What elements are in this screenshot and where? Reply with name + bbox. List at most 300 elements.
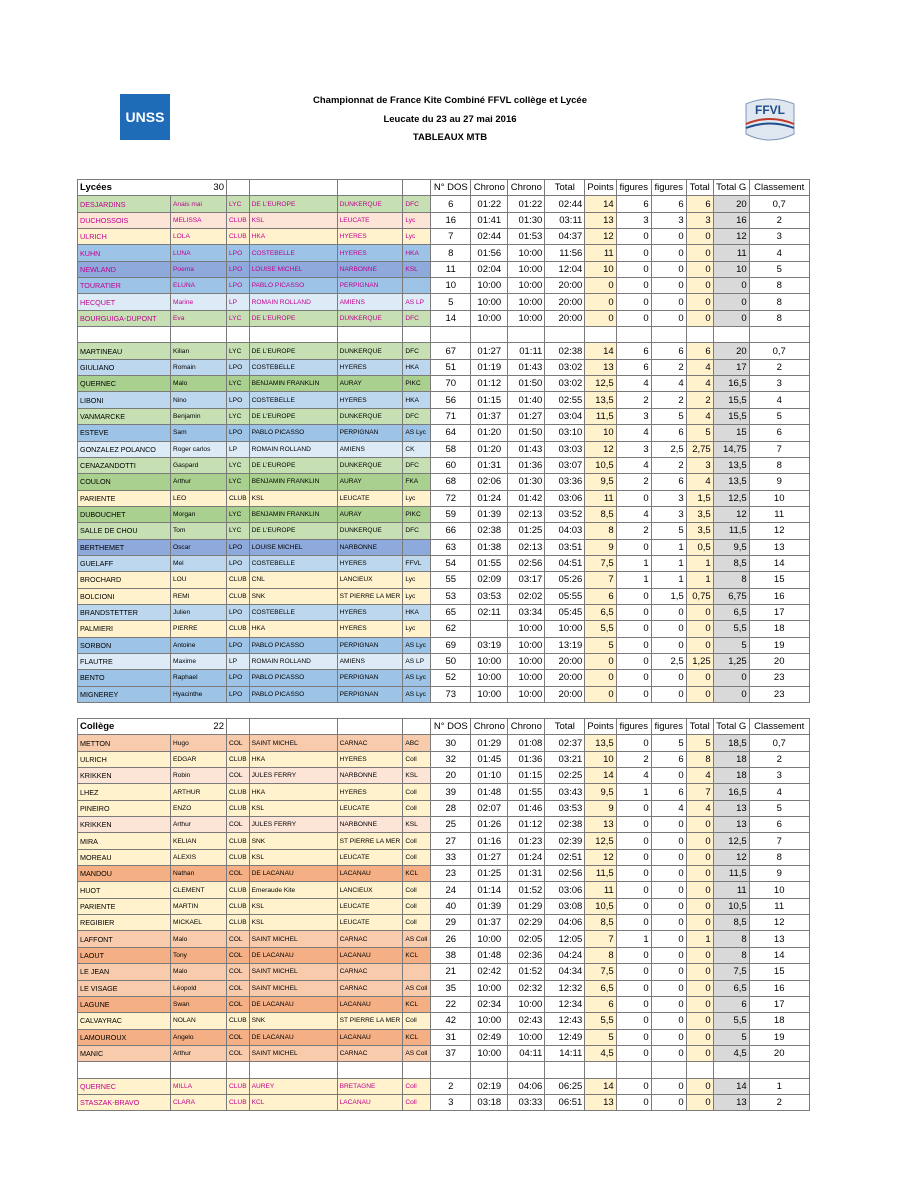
cell-total-time: 12:32 xyxy=(545,980,585,996)
cell-figures-total: 3,5 xyxy=(686,506,713,522)
cell-total-time: 14:11 xyxy=(545,1045,585,1061)
cell-figures-2: 0 xyxy=(651,294,686,310)
cell-total-time: 12:05 xyxy=(545,931,585,947)
cell-points: 6,5 xyxy=(585,980,616,996)
cell-points: 5 xyxy=(585,637,616,653)
cell-city: LEUCATE xyxy=(337,898,403,914)
cell-bib: 28 xyxy=(431,800,471,816)
cell-chrono-2: 01:30 xyxy=(508,212,545,228)
cell-total-g: 15,5 xyxy=(713,408,749,424)
cell-figures-2: 5 xyxy=(651,735,686,751)
cell-type: LPO xyxy=(227,604,250,620)
cell-chrono-2: 03:33 xyxy=(508,1094,545,1110)
cell-bib: 10 xyxy=(431,278,471,294)
lycees-section-label xyxy=(78,180,227,196)
cell-establishment: SAINT MICHEL xyxy=(249,931,337,947)
cell-type: LPO xyxy=(227,670,250,686)
cell-bib: 35 xyxy=(431,980,471,996)
table-row xyxy=(78,196,810,212)
cell-chrono-2 xyxy=(508,1062,545,1078)
cell-ranking: 19 xyxy=(749,1029,809,1045)
cell-figures-2: 0 xyxy=(651,1013,686,1029)
cell-city: DUNKERQUE xyxy=(337,196,403,212)
cell-city: CARNAC xyxy=(337,964,403,980)
cell-first-name xyxy=(171,1062,227,1078)
cell-total-g: 6 xyxy=(713,996,749,1012)
cell-figures-2: 0 xyxy=(651,1078,686,1094)
cell-first-name: Malo xyxy=(171,931,227,947)
cell-figures-2: 0 xyxy=(651,833,686,849)
cell-ranking: 5 xyxy=(749,261,809,277)
cell-ranking: 20 xyxy=(749,653,809,669)
cell-type: CLUB xyxy=(227,882,250,898)
cell-city: LACANAU xyxy=(337,996,403,1012)
cell-type: LYC xyxy=(227,474,250,490)
cell-type: CLUB xyxy=(227,751,250,767)
cell-total-time: 04:06 xyxy=(545,915,585,931)
cell-figures-1: 0 xyxy=(616,915,651,931)
cell-establishment: HKA xyxy=(249,621,337,637)
cell-figures-2: 0 xyxy=(651,996,686,1012)
cell-total-time: 12:34 xyxy=(545,996,585,1012)
cell-points: 13,5 xyxy=(585,735,616,751)
cell-first-name: Eva xyxy=(171,310,227,326)
cell-city: HYERES xyxy=(337,555,403,571)
cell-ranking: 11 xyxy=(749,506,809,522)
cell-first-name: Gaspard xyxy=(171,457,227,473)
cell-ranking: 19 xyxy=(749,637,809,653)
cell-total-g: 10,5 xyxy=(713,898,749,914)
cell-total-g: 15,5 xyxy=(713,392,749,408)
cell-bib: 37 xyxy=(431,1045,471,1061)
cell-last-name: KRIKKEN xyxy=(78,768,171,784)
cell-figures-2 xyxy=(651,327,686,343)
cell-last-name: LAGUNE xyxy=(78,996,171,1012)
cell-city: CARNAC xyxy=(337,980,403,996)
column-header: Total G xyxy=(713,719,749,735)
cell-total-time: 06:51 xyxy=(545,1094,585,1110)
cell-bib: 39 xyxy=(431,784,471,800)
cell-chrono-1: 01:20 xyxy=(471,441,508,457)
cell-chrono-2: 01:08 xyxy=(508,735,545,751)
cell-city: LANCIEUX xyxy=(337,572,403,588)
cell-total-time: 20:00 xyxy=(545,278,585,294)
cell-last-name: PARIENTE xyxy=(78,898,171,914)
cell-figures-1: 2 xyxy=(616,751,651,767)
cell-figures-1: 1 xyxy=(616,572,651,588)
cell-total-g: 8 xyxy=(713,572,749,588)
cell-type: LP xyxy=(227,441,250,457)
cell-chrono-2: 01:46 xyxy=(508,800,545,816)
cell-chrono-1 xyxy=(471,621,508,637)
header-empty-cell xyxy=(403,180,431,196)
cell-establishment: BENJAMIN FRANKLIN xyxy=(249,474,337,490)
cell-club: Coll xyxy=(403,915,431,931)
cell-total-g: 12 xyxy=(713,849,749,865)
cell-figures-total: 0 xyxy=(686,1078,713,1094)
cell-establishment: COSTEBELLE xyxy=(249,245,337,261)
cell-points: 9,5 xyxy=(585,784,616,800)
cell-total-g: 16,5 xyxy=(713,784,749,800)
column-header: Total xyxy=(545,719,585,735)
cell-city: DUNKERQUE xyxy=(337,310,403,326)
cell-type: CLUB xyxy=(227,784,250,800)
cell-city: HYERES xyxy=(337,751,403,767)
cell-chrono-2: 02:32 xyxy=(508,980,545,996)
cell-total-g: 1,25 xyxy=(713,653,749,669)
cell-last-name: QUERNEC xyxy=(78,376,171,392)
cell-chrono-2: 01:11 xyxy=(508,343,545,359)
cell-ranking: 13 xyxy=(749,539,809,555)
cell-figures-1: 4 xyxy=(616,376,651,392)
cell-ranking: 2 xyxy=(749,1094,809,1110)
cell-figures-total: 4 xyxy=(686,408,713,424)
cell-city: ST PIERRE LA MER xyxy=(337,833,403,849)
cell-club xyxy=(403,1062,431,1078)
cell-chrono-1: 02:19 xyxy=(471,1078,508,1094)
cell-last-name: LAOUT xyxy=(78,947,171,963)
cell-bib: 6 xyxy=(431,196,471,212)
cell-city xyxy=(337,1062,403,1078)
cell-chrono-1: 10:00 xyxy=(471,686,508,702)
cell-total-g: 8 xyxy=(713,947,749,963)
cell-city: CARNAC xyxy=(337,1045,403,1061)
column-header: Classement xyxy=(749,180,809,196)
cell-total-time: 20:00 xyxy=(545,670,585,686)
cell-points: 11 xyxy=(585,882,616,898)
cell-city: NARBONNE xyxy=(337,768,403,784)
cell-type: LPO xyxy=(227,425,250,441)
cell-bib: 67 xyxy=(431,343,471,359)
cell-establishment: DE L'EUROPE xyxy=(249,196,337,212)
cell-club: AS LP xyxy=(403,653,431,669)
cell-first-name: EDGAR xyxy=(171,751,227,767)
cell-club: Coll xyxy=(403,882,431,898)
cell-chrono-2: 02:36 xyxy=(508,947,545,963)
cell-last-name: LAFFONT xyxy=(78,931,171,947)
cell-figures-2: 0 xyxy=(651,637,686,653)
cell-points: 8 xyxy=(585,523,616,539)
cell-type: LPO xyxy=(227,637,250,653)
cell-first-name: ARTHUR xyxy=(171,784,227,800)
cell-figures-total: 2,75 xyxy=(686,441,713,457)
cell-total-time: 10:00 xyxy=(545,621,585,637)
cell-total-g: 12,5 xyxy=(713,833,749,849)
cell-type: LYC xyxy=(227,196,250,212)
cell-club: FKA xyxy=(403,474,431,490)
cell-figures-1: 0 xyxy=(616,621,651,637)
cell-last-name: LHEZ xyxy=(78,784,171,800)
cell-figures-total: 0 xyxy=(686,1013,713,1029)
cell-chrono-1: 02:04 xyxy=(471,261,508,277)
cell-figures-total: 0 xyxy=(686,670,713,686)
cell-establishment: SAINT MICHEL xyxy=(249,735,337,751)
cell-total-time: 03:43 xyxy=(545,784,585,800)
cell-city: HYERES xyxy=(337,245,403,261)
column-header: figures xyxy=(651,180,686,196)
cell-total-g: 7,5 xyxy=(713,964,749,980)
cell-last-name: LE VISAGE xyxy=(78,980,171,996)
cell-figures-1: 0 xyxy=(616,686,651,702)
lycees-table xyxy=(77,179,810,703)
cell-chrono-1: 01:29 xyxy=(471,735,508,751)
cell-last-name: CENAZANDOTTI xyxy=(78,457,171,473)
cell-club: KSL xyxy=(403,768,431,784)
cell-chrono-2: 10:00 xyxy=(508,637,545,653)
cell-figures-2: 6 xyxy=(651,343,686,359)
cell-chrono-1: 03:18 xyxy=(471,1094,508,1110)
cell-chrono-1: 10:00 xyxy=(471,980,508,996)
cell-total-time: 02:51 xyxy=(545,849,585,865)
cell-total-time: 03:08 xyxy=(545,898,585,914)
cell-ranking: 10 xyxy=(749,490,809,506)
cell-establishment: SNK xyxy=(249,833,337,849)
cell-figures-1: 0 xyxy=(616,1045,651,1061)
college-section-label xyxy=(78,719,227,735)
cell-figures-2: 3 xyxy=(651,212,686,228)
cell-ranking: 14 xyxy=(749,555,809,571)
cell-city: AMIENS xyxy=(337,294,403,310)
cell-points: 13 xyxy=(585,212,616,228)
cell-club: Lyc xyxy=(403,572,431,588)
cell-club: ABC xyxy=(403,735,431,751)
cell-type: LPO xyxy=(227,278,250,294)
cell-chrono-2: 01:55 xyxy=(508,784,545,800)
cell-ranking: 16 xyxy=(749,980,809,996)
cell-figures-total: 0 xyxy=(686,621,713,637)
cell-ranking: 2 xyxy=(749,212,809,228)
cell-figures-1: 4 xyxy=(616,506,651,522)
cell-chrono-2: 04:11 xyxy=(508,1045,545,1061)
cell-last-name: COULON xyxy=(78,474,171,490)
cell-points: 12,5 xyxy=(585,833,616,849)
cell-establishment: BENJAMIN FRANKLIN xyxy=(249,376,337,392)
cell-figures-2: 6 xyxy=(651,751,686,767)
cell-chrono-1: 02:06 xyxy=(471,474,508,490)
cell-first-name: Benjamin xyxy=(171,408,227,424)
cell-figures-1: 0 xyxy=(616,310,651,326)
cell-first-name: LOU xyxy=(171,572,227,588)
cell-establishment: KCL xyxy=(249,1094,337,1110)
cell-figures-1: 2 xyxy=(616,392,651,408)
cell-ranking: 9 xyxy=(749,866,809,882)
cell-total-g xyxy=(713,327,749,343)
cell-type: COL xyxy=(227,817,250,833)
cell-total-g: 14 xyxy=(713,1078,749,1094)
cell-total-time: 12:49 xyxy=(545,1029,585,1045)
cell-club: Lyc xyxy=(403,621,431,637)
cell-establishment: SAINT MICHEL xyxy=(249,964,337,980)
cell-ranking: 10 xyxy=(749,882,809,898)
table-row xyxy=(78,1045,810,1061)
cell-first-name: Oscar xyxy=(171,539,227,555)
cell-type: CLUB xyxy=(227,1013,250,1029)
cell-figures-1 xyxy=(616,1062,651,1078)
ffvl-logo-text: FFVL xyxy=(755,103,785,117)
cell-club: KSL xyxy=(403,261,431,277)
table-row xyxy=(78,294,810,310)
cell-chrono-1: 01:27 xyxy=(471,343,508,359)
cell-points: 12 xyxy=(585,229,616,245)
cell-bib: 16 xyxy=(431,212,471,228)
cell-bib: 63 xyxy=(431,539,471,555)
cell-bib: 27 xyxy=(431,833,471,849)
cell-last-name: METTON xyxy=(78,735,171,751)
table-row xyxy=(78,278,810,294)
cell-type: LPO xyxy=(227,392,250,408)
cell-last-name: DUCHOSSOIS xyxy=(78,212,171,228)
cell-total-time: 20:00 xyxy=(545,310,585,326)
cell-points: 10 xyxy=(585,751,616,767)
table-row xyxy=(78,784,810,800)
cell-bib: 14 xyxy=(431,310,471,326)
cell-chrono-1: 02:38 xyxy=(471,523,508,539)
cell-figures-total: 4 xyxy=(686,376,713,392)
cell-figures-1: 0 xyxy=(616,229,651,245)
cell-ranking: 2 xyxy=(749,751,809,767)
cell-last-name: BRANDSTETTER xyxy=(78,604,171,620)
cell-establishment: LOUISE MICHEL xyxy=(249,261,337,277)
column-header: figures xyxy=(616,180,651,196)
cell-figures-1: 4 xyxy=(616,457,651,473)
cell-points: 9 xyxy=(585,800,616,816)
cell-bib: 29 xyxy=(431,915,471,931)
cell-total-g: 20 xyxy=(713,196,749,212)
column-header: figures xyxy=(616,719,651,735)
cell-city: PERPIGNAN xyxy=(337,278,403,294)
cell-last-name: DESJARDINS xyxy=(78,196,171,212)
section-count: 30 xyxy=(213,182,224,194)
cell-figures-2: 2 xyxy=(651,392,686,408)
cell-points: 6 xyxy=(585,588,616,604)
cell-total-g: 12,5 xyxy=(713,490,749,506)
cell-points: 10 xyxy=(585,425,616,441)
table-row xyxy=(78,1013,810,1029)
cell-bib: 60 xyxy=(431,457,471,473)
cell-bib: 40 xyxy=(431,898,471,914)
cell-chrono-1: 01:26 xyxy=(471,817,508,833)
cell-club: Coll xyxy=(403,751,431,767)
cell-bib: 56 xyxy=(431,392,471,408)
cell-club: Coll xyxy=(403,833,431,849)
table-row xyxy=(78,539,810,555)
cell-total-time: 13:19 xyxy=(545,637,585,653)
cell-points: 7,5 xyxy=(585,555,616,571)
cell-first-name: Marine xyxy=(171,294,227,310)
cell-figures-total: 0 xyxy=(686,1045,713,1061)
cell-points: 14 xyxy=(585,343,616,359)
cell-club xyxy=(403,539,431,555)
cell-total-time: 20:00 xyxy=(545,653,585,669)
cell-establishment: DE L'EUROPE xyxy=(249,343,337,359)
cell-bib: 71 xyxy=(431,408,471,424)
cell-establishment: DE L'EUROPE xyxy=(249,310,337,326)
cell-bib: 7 xyxy=(431,229,471,245)
cell-figures-1: 0 xyxy=(616,882,651,898)
cell-chrono-1: 01:19 xyxy=(471,359,508,375)
cell-chrono-1: 10:00 xyxy=(471,278,508,294)
cell-type: COL xyxy=(227,964,250,980)
cell-total-g: 13 xyxy=(713,817,749,833)
cell-total-time: 02:44 xyxy=(545,196,585,212)
cell-points: 13,5 xyxy=(585,392,616,408)
cell-points: 0 xyxy=(585,653,616,669)
cell-total-g: 11 xyxy=(713,882,749,898)
cell-total-g: 13 xyxy=(713,1094,749,1110)
cell-total-g: 4,5 xyxy=(713,1045,749,1061)
cell-first-name: Robin xyxy=(171,768,227,784)
table-row xyxy=(78,229,810,245)
table-row xyxy=(78,866,810,882)
cell-total-time: 20:00 xyxy=(545,294,585,310)
cell-figures-total: 5 xyxy=(686,425,713,441)
cell-figures-1: 0 xyxy=(616,849,651,865)
cell-chrono-2 xyxy=(508,327,545,343)
cell-first-name: Romain xyxy=(171,359,227,375)
cell-figures-total: 3,5 xyxy=(686,523,713,539)
cell-establishment: CNL xyxy=(249,572,337,588)
cell-total-time: 02:56 xyxy=(545,866,585,882)
cell-city: PERPIGNAN xyxy=(337,670,403,686)
cell-total-time: 03:52 xyxy=(545,506,585,522)
cell-ranking: 4 xyxy=(749,392,809,408)
column-header: Total xyxy=(686,719,713,735)
table-row xyxy=(78,343,810,359)
cell-ranking: 12 xyxy=(749,915,809,931)
cell-chrono-2: 03:17 xyxy=(508,572,545,588)
cell-ranking: 7 xyxy=(749,441,809,457)
cell-figures-1: 0 xyxy=(616,898,651,914)
cell-figures-2 xyxy=(651,1062,686,1078)
cell-last-name: MANDOU xyxy=(78,866,171,882)
cell-figures-2: 5 xyxy=(651,523,686,539)
cell-figures-2: 0 xyxy=(651,621,686,637)
college-table xyxy=(77,718,810,1111)
column-header: Chrono xyxy=(508,180,545,196)
cell-total-g: 17 xyxy=(713,359,749,375)
cell-city xyxy=(337,327,403,343)
cell-last-name: FLAUTRE xyxy=(78,653,171,669)
cell-type: CLUB xyxy=(227,572,250,588)
cell-bib: 55 xyxy=(431,572,471,588)
cell-bib: 70 xyxy=(431,376,471,392)
cell-figures-1: 0 xyxy=(616,539,651,555)
cell-bib: 73 xyxy=(431,686,471,702)
cell-chrono-2: 02:13 xyxy=(508,539,545,555)
cell-figures-total: 4 xyxy=(686,474,713,490)
cell-figures-total: 0 xyxy=(686,310,713,326)
cell-figures-total: 4 xyxy=(686,768,713,784)
cell-type: LYC xyxy=(227,343,250,359)
cell-chrono-1 xyxy=(471,327,508,343)
cell-total-time: 11:56 xyxy=(545,245,585,261)
cell-city: HYERES xyxy=(337,784,403,800)
cell-type: LYC xyxy=(227,310,250,326)
cell-figures-total: 0 xyxy=(686,898,713,914)
cell-last-name: REGIBIER xyxy=(78,915,171,931)
cell-city: AMIENS xyxy=(337,441,403,457)
cell-figures-2: 1,5 xyxy=(651,588,686,604)
cell-bib: 23 xyxy=(431,866,471,882)
cell-first-name: Arthur xyxy=(171,474,227,490)
cell-chrono-2: 02:13 xyxy=(508,506,545,522)
cell-chrono-1: 03:19 xyxy=(471,637,508,653)
cell-club: AS Coll xyxy=(403,931,431,947)
cell-chrono-2: 10:00 xyxy=(508,245,545,261)
cell-figures-1: 0 xyxy=(616,604,651,620)
cell-type xyxy=(227,327,250,343)
cell-first-name: Tom xyxy=(171,523,227,539)
